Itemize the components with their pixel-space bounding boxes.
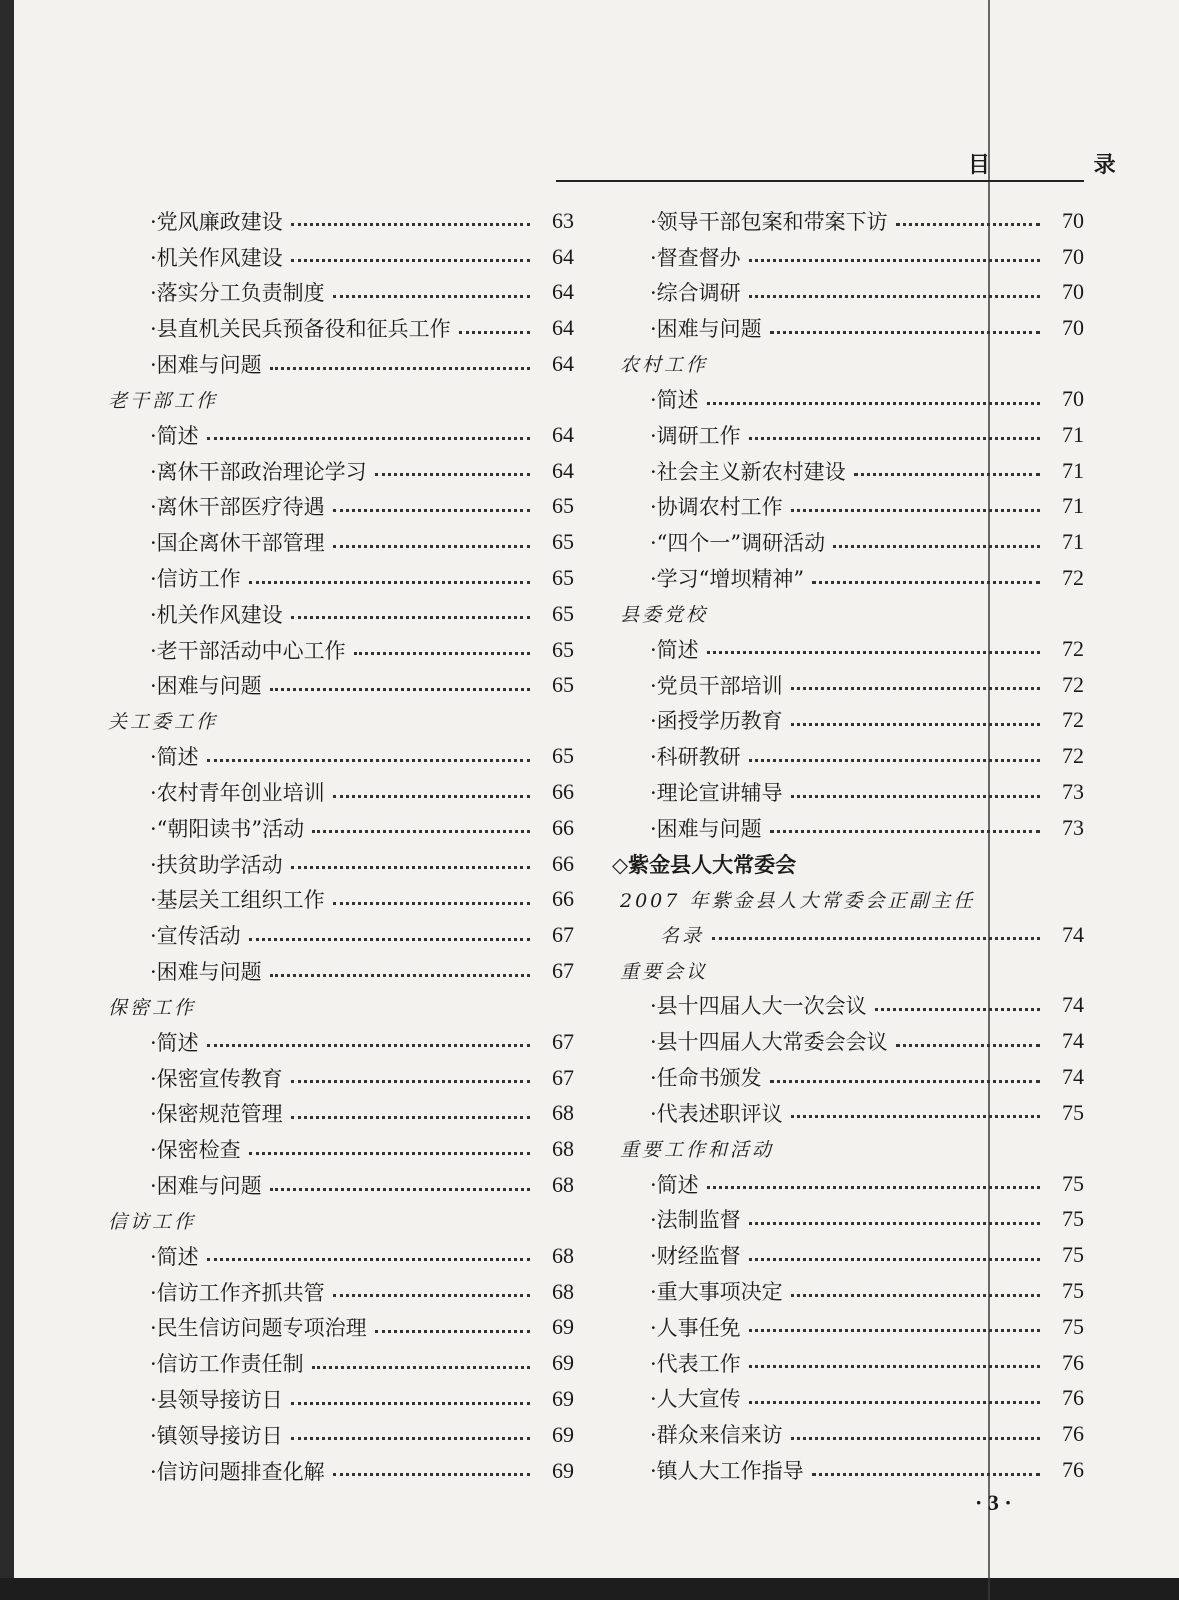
toc-entry: [612, 239, 1084, 275]
toc-page-number: 66: [552, 814, 574, 840]
toc-section-heading: [612, 1131, 1084, 1166]
dot-leader: [791, 1115, 1040, 1118]
toc-page-number: 70: [1062, 207, 1084, 233]
toc-page-number: 70: [1062, 243, 1084, 269]
toc-label: ·信访工作: [150, 567, 241, 592]
toc-entry: [100, 203, 574, 239]
toc-page-number: 76: [1062, 1385, 1084, 1411]
dot-leader: [749, 295, 1040, 298]
toc-label: ·信访工作责任制: [150, 1352, 304, 1377]
toc-section-heading: [612, 953, 1084, 988]
toc-entry: [100, 1167, 574, 1203]
toc-page-number: 68: [552, 1136, 574, 1162]
toc-page-number: 64: [552, 243, 574, 269]
toc-page-number: 75: [1062, 1099, 1084, 1125]
dot-leader: [896, 223, 1040, 226]
toc-page-number: 66: [552, 850, 574, 876]
dot-leader: [291, 866, 530, 869]
dot-leader: [712, 937, 1040, 940]
toc-label: ·县领导接访日: [150, 1388, 283, 1412]
toc-page-number: 67: [552, 1028, 574, 1054]
dot-leader: [291, 259, 530, 262]
toc-label: ·“四个一”调研活动: [650, 531, 826, 556]
dot-leader: [249, 938, 530, 941]
dot-leader: [791, 795, 1040, 798]
dot-leader: [333, 545, 530, 548]
toc-label: ·理论宣讲辅导: [650, 781, 783, 806]
toc-label: ·困难与问题: [150, 1174, 262, 1199]
toc-page-number: 65: [552, 743, 574, 769]
toc-page-number: 69: [552, 1350, 574, 1376]
toc-label: ·人大宣传: [650, 1387, 741, 1412]
toc-page-number: 69: [552, 1457, 574, 1483]
dot-leader: [207, 437, 530, 440]
toc-entry: [612, 631, 1084, 667]
toc-entry: [100, 774, 574, 810]
toc-entry: [612, 774, 1084, 810]
scan-bottom-edge: [0, 1578, 1179, 1600]
toc-label: ·信访工作齐抓共管: [150, 1280, 325, 1305]
toc-page-number: 69: [552, 1386, 574, 1411]
toc-page-number: 69: [552, 1314, 574, 1340]
toc-label: ·党员干部培训: [650, 673, 783, 698]
dot-leader: [270, 1188, 530, 1191]
toc-page-number: 64: [552, 315, 574, 341]
toc-entry: [100, 524, 574, 560]
toc-left-column: [100, 203, 574, 1489]
dot-leader: [291, 1437, 530, 1440]
toc-entry: [612, 667, 1084, 703]
toc-entry: [612, 560, 1084, 596]
toc-label: ·领导干部包案和带案下访: [650, 209, 888, 234]
toc-entry: [100, 846, 574, 882]
toc-label: ·保密宣传教育: [150, 1066, 283, 1091]
dot-leader: [749, 1401, 1040, 1404]
dot-leader: [291, 616, 530, 619]
toc-entry: [100, 275, 574, 311]
toc-entry: [100, 917, 574, 953]
toc-entry-continuation: [612, 917, 1084, 953]
dot-leader: [707, 1186, 1040, 1189]
toc-section-heading: [612, 346, 1084, 381]
dot-leader: [207, 1044, 530, 1047]
toc-label: ·简述: [650, 1172, 699, 1197]
toc-entry: [612, 1166, 1084, 1202]
dot-leader: [333, 902, 530, 905]
dot-leader: [333, 295, 530, 298]
toc-label: ·函授学历教育: [650, 709, 783, 734]
toc-page-number: 76: [1062, 1457, 1084, 1482]
toc-page-number: 75: [1062, 1242, 1084, 1268]
toc-entry: [100, 810, 574, 846]
toc-entry: [612, 738, 1084, 774]
toc-entry: [612, 524, 1084, 560]
toc-page-number: 74: [1062, 921, 1084, 947]
toc-entry: [612, 1345, 1084, 1381]
dot-leader: [270, 974, 530, 977]
toc-page-number: 67: [552, 922, 574, 948]
dot-leader: [207, 759, 530, 762]
toc-page-number: 64: [552, 279, 574, 305]
dot-leader: [333, 509, 530, 512]
toc-entry: [612, 810, 1084, 846]
dot-leader: [749, 1329, 1040, 1332]
toc-entry: [100, 882, 574, 918]
toc-page-number: 67: [552, 958, 574, 984]
toc-page-number: 70: [1062, 386, 1084, 412]
toc-entry: [100, 953, 574, 989]
toc-entry: [100, 1453, 574, 1489]
toc-entry: [100, 1274, 574, 1310]
toc-page-number: 72: [1062, 635, 1084, 661]
dot-leader: [207, 1258, 530, 1261]
toc-label: ·督查督办: [650, 245, 741, 270]
toc-entry: [612, 275, 1084, 311]
toc-page-number: 72: [1062, 743, 1084, 769]
dot-leader: [770, 331, 1040, 334]
toc-label: ·扶贫助学活动: [150, 852, 283, 877]
toc-page-number: 73: [1062, 814, 1084, 840]
toc-section-heading: [100, 989, 574, 1024]
toc-label: ·民生信访问题专项治理: [150, 1316, 367, 1341]
toc-label: ·农村青年创业培训: [150, 781, 325, 806]
toc-label: ·困难与问题: [150, 674, 262, 699]
toc-label: ·老干部活动中心工作: [150, 638, 346, 663]
toc-page-number: 70: [1062, 315, 1084, 341]
toc-label: 保密工作: [108, 996, 197, 1019]
toc-page-number: 71: [1062, 529, 1084, 555]
toc-page-number: 65: [552, 529, 574, 555]
toc-entry: [612, 988, 1084, 1024]
dot-leader: [333, 1294, 530, 1297]
dot-leader: [833, 545, 1040, 548]
toc-label: ·简述: [650, 637, 699, 662]
toc-entry: [612, 417, 1084, 453]
toc-label: ·困难与问题: [650, 317, 762, 342]
dot-leader: [749, 1365, 1040, 1368]
toc-entry: [100, 1060, 574, 1096]
toc-entry: [612, 1381, 1084, 1417]
toc-label: ·困难与问题: [650, 816, 762, 841]
toc-page-number: 75: [1062, 1206, 1084, 1232]
toc-label: 信访工作: [108, 1210, 197, 1233]
toc-page-number: 71: [1062, 493, 1084, 519]
toc-label: ·简述: [150, 745, 199, 770]
toc-page-number: 66: [552, 886, 574, 912]
toc-section-heading: [100, 703, 574, 738]
toc-entry: [612, 310, 1084, 346]
toc-label: ·简述: [150, 1030, 199, 1055]
toc-page-number: 68: [552, 1100, 574, 1126]
toc-label: ·重大事项决定: [650, 1280, 783, 1305]
dot-leader: [291, 1080, 530, 1083]
toc-page-number: 76: [1062, 1421, 1084, 1447]
toc-entry: [100, 632, 574, 668]
toc-page-number: 72: [1062, 565, 1084, 591]
toc-entry: [100, 1381, 574, 1417]
dot-leader: [375, 1330, 530, 1333]
toc-label: ·协调农村工作: [650, 495, 783, 520]
dot-leader: [749, 259, 1040, 262]
toc-page-number: 64: [552, 457, 574, 483]
toc-label: ·调研工作: [650, 423, 741, 448]
toc-label: ·离休干部政治理论学习: [150, 459, 367, 484]
toc-entry: [100, 668, 574, 704]
toc-label: ·法制监督: [650, 1208, 741, 1233]
toc-label: ·镇人大工作指导: [650, 1459, 804, 1483]
page-title: 目 录: [968, 152, 1164, 178]
dot-leader: [333, 1473, 530, 1476]
toc-entry: [612, 489, 1084, 525]
dot-leader: [791, 687, 1040, 690]
toc-entry: [612, 381, 1084, 417]
toc-page-number: 65: [552, 672, 574, 698]
toc-label: ·简述: [650, 388, 699, 413]
toc-label: ·镇领导接访日: [150, 1423, 283, 1448]
toc-entry: [100, 1096, 574, 1132]
toc-section-heading: [612, 882, 1084, 917]
toc-entry: [100, 417, 574, 453]
toc-label: ·保密规范管理: [150, 1102, 283, 1127]
scan-left-edge: [0, 0, 14, 1600]
toc-section-heading: [100, 382, 574, 417]
toc-page-number: 74: [1062, 1064, 1084, 1090]
dot-leader: [896, 1044, 1040, 1047]
toc-page-number: 64: [552, 351, 574, 377]
toc-entry: [612, 1202, 1084, 1238]
toc-label: ·人事任免: [650, 1315, 741, 1340]
toc-label: ◇紫金县人大常委会: [612, 851, 797, 877]
toc-label: ·代表工作: [650, 1351, 741, 1376]
dot-leader: [812, 581, 1040, 584]
toc-entry: [100, 310, 574, 346]
toc-page-number: 72: [1062, 707, 1084, 733]
toc-label: 县委党校: [620, 603, 709, 626]
toc-page-number: 75: [1062, 1170, 1084, 1196]
toc-label: ·科研教研: [650, 745, 741, 770]
toc-label: ·简述: [150, 1244, 199, 1269]
toc-entry: [100, 560, 574, 596]
toc-page-number: 74: [1062, 1028, 1084, 1054]
toc-entry: [100, 489, 574, 525]
toc-entry: [100, 1417, 574, 1453]
dot-leader: [875, 1008, 1040, 1011]
toc-label: ·困难与问题: [150, 353, 262, 378]
toc-label: ·综合调研: [650, 281, 741, 306]
dot-leader: [791, 1437, 1040, 1440]
toc-entry: [612, 1023, 1084, 1059]
dot-leader: [249, 1152, 530, 1155]
toc-page-number: 66: [552, 779, 574, 805]
toc-label: ·简述: [150, 423, 199, 448]
toc-right-column: [612, 203, 1084, 1488]
toc-label: ·宣传活动: [150, 924, 241, 949]
toc-page-number: 67: [552, 1064, 574, 1090]
toc-label: ·任命书颁发: [650, 1066, 762, 1091]
toc-page-number: 75: [1062, 1278, 1084, 1304]
toc-page-number: 65: [552, 636, 574, 662]
toc-section-heading: [612, 596, 1084, 631]
dot-leader: [707, 402, 1040, 405]
toc-label: ·群众来信来访: [650, 1423, 783, 1448]
toc-entry: [100, 596, 574, 632]
toc-entry: [612, 453, 1084, 489]
toc-label: ·县直机关民兵预备役和征兵工作: [150, 317, 451, 342]
toc-label: ·社会主义新农村建设: [650, 459, 846, 484]
toc-entry: [100, 346, 574, 382]
toc-label: ·离休干部医疗待遇: [150, 495, 325, 520]
toc-entry: [100, 453, 574, 489]
toc-label: ·保密检查: [150, 1138, 241, 1163]
toc-label: 名录: [660, 925, 705, 948]
toc-page-number: 70: [1062, 279, 1084, 305]
toc-label: ·县十四届人大一次会议: [650, 994, 867, 1019]
toc-page-number: 68: [552, 1242, 574, 1268]
toc-entry: [612, 1095, 1084, 1131]
toc-entry: [612, 1273, 1084, 1309]
toc-label: ·县十四届人大常委会会议: [650, 1030, 888, 1055]
dot-leader: [270, 688, 530, 691]
dot-leader: [749, 437, 1040, 440]
toc-entry: [612, 1059, 1084, 1095]
dot-leader: [770, 830, 1040, 833]
toc-section-heading: [100, 1203, 574, 1238]
dot-leader: [291, 1402, 530, 1405]
toc-page-number: 72: [1062, 671, 1084, 697]
dot-leader: [312, 1366, 530, 1369]
dot-leader: [459, 331, 530, 334]
toc-page-number: 69: [552, 1421, 574, 1447]
dot-leader: [749, 1222, 1040, 1225]
toc-entry: [612, 1309, 1084, 1345]
toc-page-number: 74: [1062, 992, 1084, 1018]
dot-leader: [791, 509, 1040, 512]
toc-entry: [612, 1237, 1084, 1273]
toc-page-number: 68: [552, 1278, 574, 1304]
dot-leader: [791, 723, 1040, 726]
dot-leader: [291, 223, 530, 226]
toc-entry: [100, 1345, 574, 1381]
toc-label: ·学习“增坝精神”: [650, 567, 805, 592]
toc-page-number: 63: [552, 207, 574, 233]
toc-entry: [100, 1131, 574, 1167]
toc-label: ·机关作风建设: [150, 602, 283, 627]
toc-label: ·基层关工组织工作: [150, 888, 325, 913]
dot-leader: [270, 367, 530, 370]
toc-entry: [612, 1452, 1084, 1488]
dot-leader: [375, 473, 530, 476]
toc-label: ·党风廉政建设: [150, 209, 283, 234]
toc-entry: [100, 1310, 574, 1346]
toc-page-number: 65: [552, 600, 574, 626]
dot-leader: [854, 473, 1040, 476]
toc-label: ·落实分工负责制度: [150, 281, 325, 306]
toc-page-number: 73: [1062, 779, 1084, 805]
toc-label: 2007 年紫金县人大常委会正副主任: [620, 889, 976, 912]
toc-label: ·“朝阳读书”活动: [150, 816, 305, 841]
toc-page-number: 65: [552, 493, 574, 519]
toc-entry: [100, 1238, 574, 1274]
toc-entry: [100, 1024, 574, 1060]
toc-label: ·困难与问题: [150, 960, 262, 985]
toc-page-number: 64: [552, 421, 574, 447]
dot-leader: [249, 581, 530, 584]
dot-leader: [291, 1116, 530, 1119]
dot-leader: [770, 1080, 1040, 1083]
toc-page-number: 68: [552, 1172, 574, 1198]
toc-part-heading: [612, 846, 1084, 882]
page-number: · 3 ·: [975, 1490, 1012, 1515]
dot-leader: [749, 759, 1040, 762]
dot-leader: [333, 795, 530, 798]
toc-label: ·国企离休干部管理: [150, 531, 325, 556]
dot-leader: [354, 652, 530, 655]
toc-entry: [612, 703, 1084, 739]
toc-label: ·代表述职评议: [650, 1101, 783, 1126]
dot-leader: [791, 1294, 1040, 1297]
toc-label: 重要工作和活动: [620, 1138, 775, 1161]
toc-page-number: 76: [1062, 1349, 1084, 1375]
dot-leader: [812, 1473, 1040, 1476]
toc-page-number: 65: [552, 565, 574, 591]
toc-entry: [612, 203, 1084, 239]
toc-label: 老干部工作: [108, 389, 219, 412]
dot-leader: [749, 1258, 1040, 1261]
toc-label: ·财经监督: [650, 1244, 741, 1269]
toc-label: ·机关作风建设: [150, 245, 283, 270]
toc-label: 重要会议: [620, 960, 709, 983]
toc-label: 关工委工作: [108, 711, 219, 734]
toc-label: 农村工作: [620, 354, 709, 377]
toc-entry: [100, 239, 574, 275]
toc-entry: [612, 1416, 1084, 1452]
toc-page-number: 71: [1062, 421, 1084, 447]
toc-page-number: 75: [1062, 1313, 1084, 1339]
toc-page-number: 71: [1062, 457, 1084, 483]
toc-label: ·信访问题排查化解: [150, 1459, 325, 1484]
dot-leader: [707, 651, 1040, 654]
header-rule: [556, 180, 1084, 182]
dot-leader: [312, 830, 530, 833]
toc-entry: [100, 738, 574, 774]
